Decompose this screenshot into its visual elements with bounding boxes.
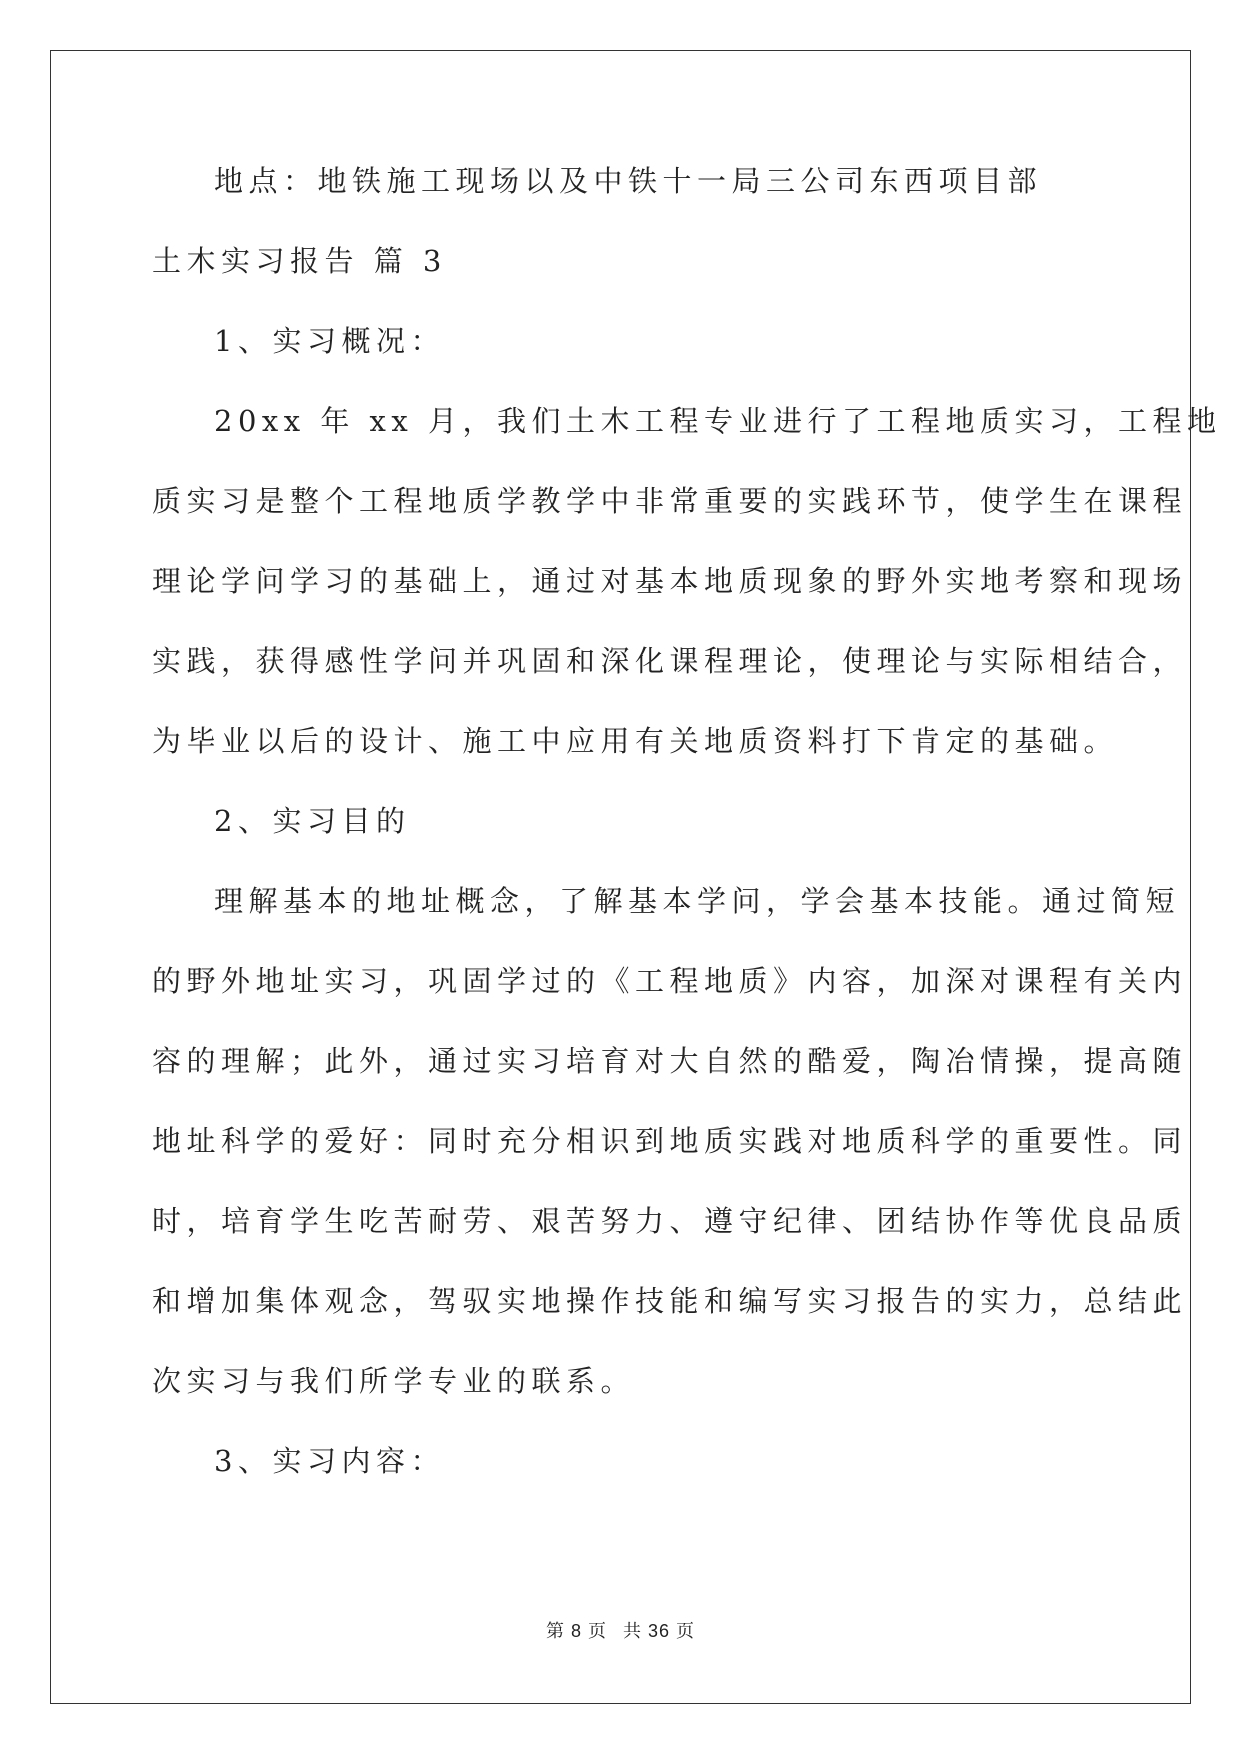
page-footer [0, 1617, 1241, 1643]
paragraph-line: 实践，获得感性学问并巩固和深化课程理论，使理论与实际相结合， [152, 644, 1188, 678]
paragraph-line: 时，培育学生吃苦耐劳、艰苦努力、遵守纪律、团结协作等优良品质 [152, 1204, 1188, 1238]
paragraph-line: 为毕业以后的设计、施工中应用有关地质资料打下肯定的基础。 [152, 724, 1119, 758]
paragraph-line: 理论学问学习的基础上，通过对基本地质现象的野外实地考察和现场 [152, 564, 1188, 598]
total-pages: 共 36 页 [622, 1621, 696, 1641]
paragraph-line: 理解基本的地址概念，了解基本学问，学会基本技能。通过简短 [214, 884, 1181, 918]
paragraph-line: 和增加集体观念，驾驭实地操作技能和编写实习报告的实力，总结此 [152, 1284, 1188, 1318]
paragraph-line: 容的理解；此外，通过实习培育对大自然的酷爱，陶冶情操，提高随 [152, 1044, 1188, 1078]
page-number: 第 8 页 [545, 1621, 607, 1641]
heading-purpose: 2、实习目的 [214, 804, 411, 838]
paragraph-line: 地址科学的爱好：同时充分相识到地质实践对地质科学的重要性。同 [152, 1124, 1188, 1158]
paragraph-line: 质实习是整个工程地质学教学中非常重要的实践环节，使学生在课程 [152, 484, 1188, 518]
paragraph-line: 的野外地址实习，巩固学过的《工程地质》内容，加深对课程有关内 [152, 964, 1188, 998]
paragraph-line: 次实习与我们所学专业的联系。 [152, 1364, 636, 1398]
section-title: 土木实习报告 篇 3 [152, 244, 447, 278]
paragraph-line: 20xx 年 xx 月，我们土木工程专业进行了工程地质实习，工程地 [214, 404, 1222, 438]
heading-overview: 1、实习概况： [214, 324, 445, 358]
location-line: 地点：地铁施工现场以及中铁十一局三公司东西项目部 [214, 164, 1043, 198]
heading-content: 3、实习内容： [214, 1444, 445, 1478]
